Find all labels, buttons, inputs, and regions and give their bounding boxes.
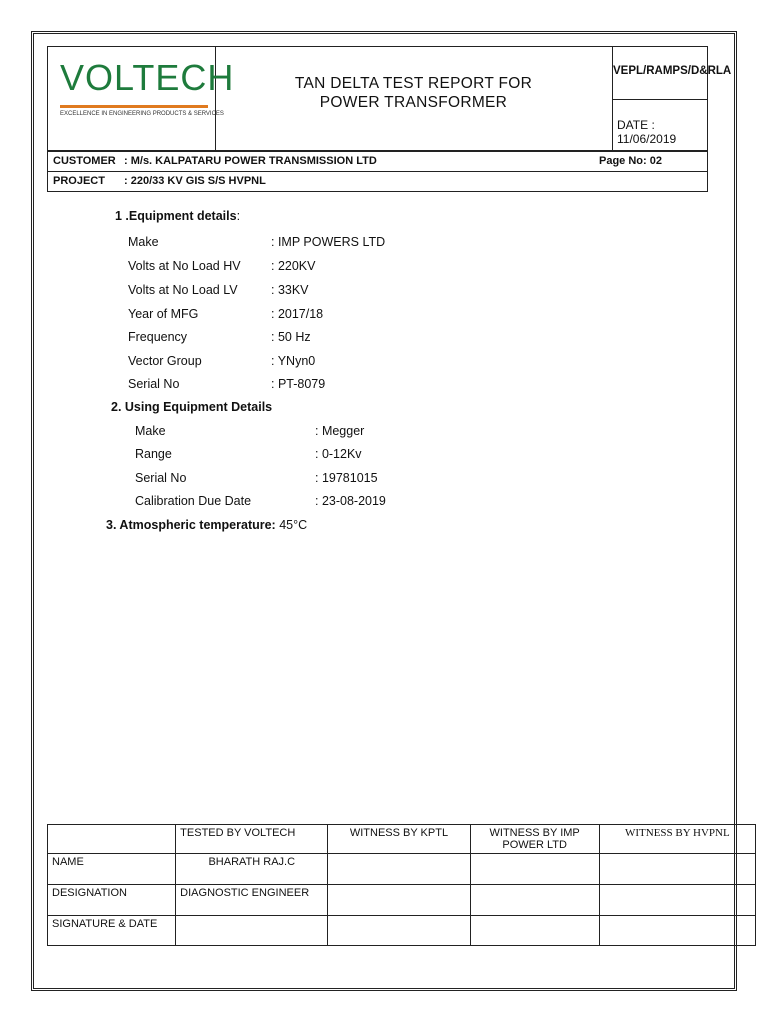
report-header bbox=[47, 46, 732, 151]
atmospheric-temperature-value: 45°C bbox=[279, 518, 308, 532]
project-label: PROJECT bbox=[53, 175, 105, 187]
equip-value: : 50 Hz bbox=[271, 330, 311, 344]
signoff-cell bbox=[470, 885, 599, 916]
signoff-cell bbox=[599, 916, 755, 946]
signoff-cell bbox=[470, 916, 599, 946]
equip-label: Volts at No Load LV bbox=[128, 283, 238, 297]
title-cell bbox=[215, 47, 613, 150]
signoff-header-cell: WITNESS BY KPTL bbox=[328, 825, 470, 854]
using-equip-value: : 0-12Kv bbox=[315, 447, 362, 461]
signoff-cell bbox=[470, 854, 599, 885]
equip-value: : YNyn0 bbox=[271, 354, 316, 368]
report-reference: VEPL/RAMPS/D&RLA bbox=[613, 65, 732, 77]
signoff-header-cell: WITNESS BY IMP POWER LTD bbox=[470, 825, 599, 854]
using-equip-value: : Megger bbox=[315, 424, 365, 438]
equip-label: Vector Group bbox=[128, 354, 202, 368]
using-equip-value: : 19781015 bbox=[315, 471, 378, 485]
using-equip-label: Range bbox=[135, 447, 172, 461]
date-cell bbox=[613, 99, 707, 150]
using-equip-label: Make bbox=[135, 424, 166, 438]
signoff-cell: DIAGNOSTIC ENGINEER bbox=[176, 885, 328, 916]
signoff-cell bbox=[328, 854, 470, 885]
customer-row bbox=[47, 151, 708, 172]
signoff-cell: BHARATH RAJ.C bbox=[176, 854, 328, 885]
signoff-header-cell bbox=[48, 825, 176, 854]
section3-heading: 3. Atmospheric temperature: bbox=[106, 518, 276, 532]
using-equip-label: Serial No bbox=[135, 471, 187, 485]
section1-heading-wrap bbox=[115, 209, 240, 223]
customer-label: CUSTOMER bbox=[53, 155, 116, 167]
equip-value: : IMP POWERS LTD bbox=[271, 235, 386, 249]
signoff-row bbox=[48, 916, 756, 946]
report-title-line1: TAN DELTA TEST REPORT FOR bbox=[294, 75, 533, 92]
company-logo: VOLTECH bbox=[60, 57, 235, 98]
logo-underline bbox=[60, 105, 208, 108]
equip-value: : 220KV bbox=[271, 259, 316, 273]
report-date: DATE : 11/06/2019 bbox=[617, 118, 677, 146]
signoff-cell bbox=[599, 854, 755, 885]
equip-value: : 2017/18 bbox=[271, 307, 324, 321]
using-equip-value: : 23-08-2019 bbox=[315, 494, 386, 508]
page-number: Page No: 02 bbox=[599, 155, 662, 167]
signoff-cell bbox=[328, 916, 470, 946]
signoff-row-label: DESIGNATION bbox=[48, 885, 176, 916]
equip-label: Volts at No Load HV bbox=[128, 259, 241, 273]
logo-cell bbox=[48, 47, 235, 150]
signoff-cell bbox=[328, 885, 470, 916]
signoff-row bbox=[48, 885, 756, 916]
signoff-header-cell: TESTED BY VOLTECH bbox=[176, 825, 328, 854]
customer-value: : M/s. KALPATARU POWER TRANSMISSION LTD bbox=[124, 155, 377, 167]
equip-value: : 33KV bbox=[271, 283, 309, 297]
section1-heading: 1 .Equipment details bbox=[115, 209, 237, 223]
reference-cell bbox=[613, 47, 732, 100]
signoff-table bbox=[47, 824, 756, 946]
report-title bbox=[215, 74, 612, 112]
section3-wrap bbox=[106, 518, 307, 532]
using-equip-label: Calibration Due Date bbox=[135, 494, 252, 508]
report-title-line2: POWER TRANSFORMER bbox=[319, 94, 508, 111]
project-value: : 220/33 KV GIS S/S HVPNL bbox=[124, 175, 266, 187]
signoff-cell bbox=[176, 916, 328, 946]
section2-heading: 2. Using Equipment Details bbox=[111, 400, 273, 414]
logo-tagline: EXCELLENCE IN ENGINEERING PRODUCTS & SERVICES bbox=[60, 111, 224, 117]
equip-label: Serial No bbox=[128, 377, 180, 391]
equip-value: : PT-8079 bbox=[271, 377, 326, 391]
equip-label: Make bbox=[128, 235, 159, 249]
signoff-header-cell: WITNESS BY HVPNL bbox=[599, 825, 755, 854]
equip-label: Frequency bbox=[128, 330, 188, 344]
project-row bbox=[47, 172, 708, 192]
signoff-cell bbox=[599, 885, 755, 916]
signoff-row-label: SIGNATURE & DATE bbox=[48, 916, 176, 946]
signoff-header-row bbox=[48, 825, 756, 854]
section1-heading-colon: : bbox=[236, 209, 241, 223]
signoff-row-label: NAME bbox=[48, 854, 176, 885]
equip-label: Year of MFG bbox=[128, 307, 199, 321]
signoff-row bbox=[48, 854, 756, 885]
